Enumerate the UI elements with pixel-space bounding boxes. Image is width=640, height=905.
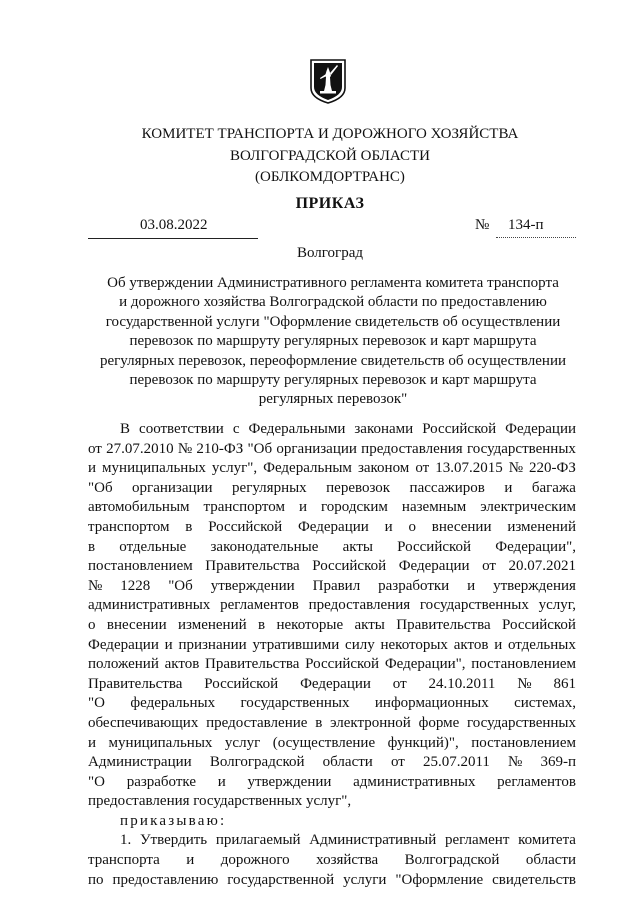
word: Федерации", bbox=[495, 538, 576, 555]
word: муниципальных bbox=[102, 460, 206, 477]
word: разработки bbox=[378, 577, 450, 594]
word: некоторые bbox=[276, 616, 344, 633]
word: 1. bbox=[120, 832, 132, 849]
body-text-line bbox=[88, 773, 576, 793]
preamble-paragraph bbox=[88, 420, 576, 812]
word: Российской bbox=[208, 518, 283, 535]
subject-line: перевозок по маршруту регулярных перевозок и карт маршрута bbox=[129, 333, 537, 350]
word: 20.07.2021 bbox=[508, 558, 576, 575]
word: информационных bbox=[374, 695, 489, 712]
body-text-line bbox=[88, 871, 576, 891]
word: дорожного bbox=[220, 852, 290, 869]
word: транспортом bbox=[203, 499, 285, 516]
body-text-line bbox=[88, 479, 576, 499]
subject-line: перевозок по маршруту регулярных перевозок и карт маршрута bbox=[129, 372, 537, 389]
word: транспорта bbox=[88, 852, 160, 869]
word: Федеральными bbox=[248, 421, 346, 437]
word: и bbox=[217, 773, 226, 790]
word: Федерации bbox=[505, 421, 576, 437]
word: предоставления bbox=[308, 597, 411, 614]
word: по bbox=[88, 871, 104, 888]
word: хозяйства bbox=[316, 852, 379, 869]
word: от bbox=[392, 675, 407, 692]
word: Федеральным bbox=[263, 460, 352, 477]
word: Правительства bbox=[205, 656, 300, 673]
subject-line: государственной услуги "Оформление свидетельств об осуществлении bbox=[105, 313, 561, 330]
word: Федерации", bbox=[384, 656, 466, 673]
body-text-line bbox=[88, 831, 576, 851]
word: комитета bbox=[518, 832, 576, 849]
word: изменений bbox=[507, 518, 576, 535]
word: прилагаемый bbox=[215, 832, 301, 849]
document-city: Волгоград bbox=[296, 245, 363, 261]
word: государственных bbox=[467, 714, 576, 731]
word: от bbox=[390, 754, 405, 771]
body-text-line bbox=[88, 538, 576, 558]
word: государственной bbox=[227, 871, 335, 888]
word: городским bbox=[320, 499, 388, 516]
word: разработке bbox=[126, 773, 196, 790]
word: Волгоградской bbox=[404, 852, 500, 869]
body-text-line: предоставления государственных услуг", bbox=[88, 793, 352, 810]
word: Федерации bbox=[297, 518, 369, 535]
body-text-line bbox=[88, 636, 576, 656]
document-subject bbox=[88, 274, 578, 410]
subject-line: регулярных перевозок, переоформление свидетельств об осуществлении bbox=[99, 352, 567, 369]
number-sign: № bbox=[475, 217, 490, 233]
word: государственных bbox=[419, 597, 529, 614]
body-text-line bbox=[88, 518, 576, 538]
document-type-title: ПРИКАЗ bbox=[295, 195, 365, 212]
word: автомобильным bbox=[88, 499, 190, 516]
word: государственных bbox=[240, 695, 350, 712]
word: Федерации bbox=[88, 636, 159, 653]
body-text-line bbox=[88, 694, 576, 714]
word: № bbox=[508, 460, 524, 477]
word: от bbox=[415, 460, 430, 477]
word: (осуществление bbox=[272, 734, 376, 751]
word: 13.07.2015 bbox=[435, 460, 503, 477]
word: электрическим bbox=[480, 499, 576, 516]
word: утратившими bbox=[252, 636, 340, 653]
body-text-line bbox=[88, 675, 576, 695]
word: № bbox=[508, 754, 523, 771]
word: постановлением bbox=[471, 656, 576, 673]
body-text-line bbox=[88, 498, 576, 518]
body-text-line bbox=[88, 420, 576, 440]
word: Правительства bbox=[88, 675, 183, 692]
word: регламент bbox=[444, 832, 510, 849]
word: силу bbox=[345, 636, 375, 653]
word: 861 bbox=[553, 675, 576, 692]
word: "Об bbox=[247, 440, 273, 457]
word: изменений bbox=[177, 616, 247, 633]
date-underline bbox=[88, 238, 258, 239]
body-text-line bbox=[88, 459, 576, 479]
word: отдельных bbox=[508, 636, 576, 653]
word: акты bbox=[342, 538, 373, 555]
word: законами bbox=[354, 421, 414, 437]
word: 27.07.2010 bbox=[106, 440, 174, 457]
org-name-line-1: КОМИТЕТ ТРАНСПОРТА И ДОРОЖНОГО ХОЗЯЙСТВА bbox=[141, 126, 519, 142]
word: услуг, bbox=[538, 597, 576, 614]
word: о bbox=[88, 616, 96, 633]
word: функций)", bbox=[387, 734, 459, 751]
word: пассажиров bbox=[409, 479, 485, 496]
word: Российской bbox=[312, 558, 387, 575]
body-text-line bbox=[88, 440, 576, 460]
word: актов bbox=[164, 656, 200, 673]
volgograd-motherland-emblem-icon bbox=[309, 58, 347, 104]
word: законодательные bbox=[210, 538, 319, 555]
word: в bbox=[88, 538, 96, 555]
word: № bbox=[517, 675, 532, 692]
subject-line: регулярных перевозок" bbox=[258, 391, 408, 408]
word: Правительства bbox=[205, 558, 300, 575]
word: Российской bbox=[422, 421, 497, 437]
word: и bbox=[164, 636, 173, 653]
word: утверждении bbox=[210, 577, 295, 594]
word: 220-ФЗ bbox=[529, 460, 576, 477]
body-text-line bbox=[88, 596, 576, 616]
word: услуг bbox=[224, 734, 261, 751]
word: с bbox=[232, 421, 240, 437]
word: Правительства bbox=[396, 616, 491, 633]
word: законом bbox=[357, 460, 410, 477]
word: Федерации bbox=[300, 675, 371, 692]
word: признании bbox=[178, 636, 247, 653]
word: утверждения bbox=[493, 577, 576, 594]
word: транспортом bbox=[88, 518, 170, 535]
subject-line: Об утверждении Административного регламента комитета транспорта bbox=[107, 275, 559, 291]
body-text-line bbox=[88, 851, 576, 871]
order-item-1 bbox=[88, 831, 576, 890]
word: некоторых bbox=[380, 636, 448, 653]
subject-line: и дорожного хозяйства Волгоградской области по предоставлению bbox=[119, 294, 547, 311]
word: организации bbox=[276, 440, 357, 457]
document-number: 134-п bbox=[508, 217, 544, 233]
body-text-line bbox=[88, 753, 576, 773]
word: Российской bbox=[305, 656, 380, 673]
word: области bbox=[322, 754, 373, 771]
body-text-line bbox=[88, 577, 576, 597]
word: Российской bbox=[204, 675, 279, 692]
document-body bbox=[88, 420, 576, 890]
word: положений bbox=[88, 656, 159, 673]
word: и bbox=[384, 518, 393, 535]
word: от bbox=[482, 558, 496, 575]
word: Административный bbox=[309, 832, 437, 849]
word: и bbox=[88, 460, 97, 477]
word: 1228 bbox=[120, 577, 151, 594]
word: административных bbox=[353, 773, 476, 790]
word: предоставления bbox=[361, 440, 463, 457]
word: В bbox=[120, 421, 131, 437]
word: услуги bbox=[343, 871, 387, 888]
word: и bbox=[88, 734, 97, 751]
body-text-line bbox=[88, 714, 576, 734]
word: и bbox=[467, 577, 476, 594]
word: постановлением bbox=[88, 558, 193, 575]
word: утверждении bbox=[247, 773, 332, 790]
word: регламентов bbox=[497, 773, 576, 790]
word: Российской bbox=[502, 616, 576, 633]
word: от bbox=[88, 440, 102, 457]
org-abbreviation: (ОБЛКОМДОРТРАНС) bbox=[255, 169, 405, 185]
word: о bbox=[408, 518, 416, 535]
word: Правил bbox=[312, 577, 361, 594]
word: актов bbox=[453, 636, 489, 653]
word: "Оформление bbox=[395, 871, 484, 888]
word: и bbox=[298, 499, 307, 516]
word: предоставление bbox=[206, 714, 308, 731]
word: регламентов bbox=[220, 597, 299, 614]
word: внесении bbox=[431, 518, 492, 535]
word: и bbox=[504, 479, 513, 496]
word: административных bbox=[88, 597, 211, 614]
word: 210-ФЗ bbox=[196, 440, 244, 457]
word: акты bbox=[354, 616, 385, 633]
word: регулярных bbox=[232, 479, 307, 496]
word: соответствии bbox=[139, 421, 224, 437]
org-name-line-2: ВОЛГОГРАДСКОЙ ОБЛАСТИ bbox=[230, 148, 430, 164]
word: "Об bbox=[88, 479, 113, 496]
body-text-line bbox=[88, 557, 576, 577]
word: багажа bbox=[531, 479, 576, 496]
word: свидетельств bbox=[492, 871, 576, 888]
word: обеспечивающих bbox=[88, 714, 199, 731]
body-text-line bbox=[88, 655, 576, 675]
word: в bbox=[258, 616, 266, 633]
word: "О bbox=[88, 773, 105, 790]
body-text-line bbox=[88, 616, 576, 636]
word: области bbox=[525, 852, 576, 869]
word: Администрации bbox=[88, 754, 192, 771]
word: предоставлению bbox=[112, 871, 219, 888]
word: № bbox=[177, 440, 193, 457]
word: № bbox=[88, 577, 103, 594]
word: муниципальных bbox=[108, 734, 213, 751]
word: системах, bbox=[514, 695, 576, 712]
word: в bbox=[185, 518, 193, 535]
word: 25.07.2011 bbox=[422, 754, 490, 771]
word: "Об bbox=[168, 577, 193, 594]
word: наземным bbox=[401, 499, 467, 516]
order-word: приказываю: bbox=[120, 812, 227, 829]
word: государственных bbox=[466, 440, 576, 457]
word: перевозок bbox=[326, 479, 391, 496]
word: форме bbox=[418, 714, 460, 731]
word: Федерации bbox=[398, 558, 470, 575]
body-text-line bbox=[88, 734, 576, 754]
word: постановлением bbox=[471, 734, 576, 751]
word: Российской bbox=[397, 538, 472, 555]
word: федеральных bbox=[130, 695, 216, 712]
letterhead-emblem bbox=[309, 58, 347, 104]
word: отдельные bbox=[119, 538, 187, 555]
word: Утвердить bbox=[139, 832, 208, 849]
number-underline bbox=[496, 237, 576, 238]
word: организации bbox=[132, 479, 213, 496]
word: "О bbox=[88, 695, 105, 712]
word: 24.10.2011 bbox=[428, 675, 496, 692]
word: и bbox=[186, 852, 195, 869]
document-date: 03.08.2022 bbox=[140, 217, 208, 233]
word: Волгоградской bbox=[209, 754, 305, 771]
word: услуг", bbox=[211, 460, 258, 477]
word: 369-п bbox=[540, 754, 576, 771]
word: в bbox=[315, 714, 323, 731]
word: и bbox=[494, 636, 503, 653]
word: внесении bbox=[106, 616, 167, 633]
word: электронной bbox=[330, 714, 411, 731]
